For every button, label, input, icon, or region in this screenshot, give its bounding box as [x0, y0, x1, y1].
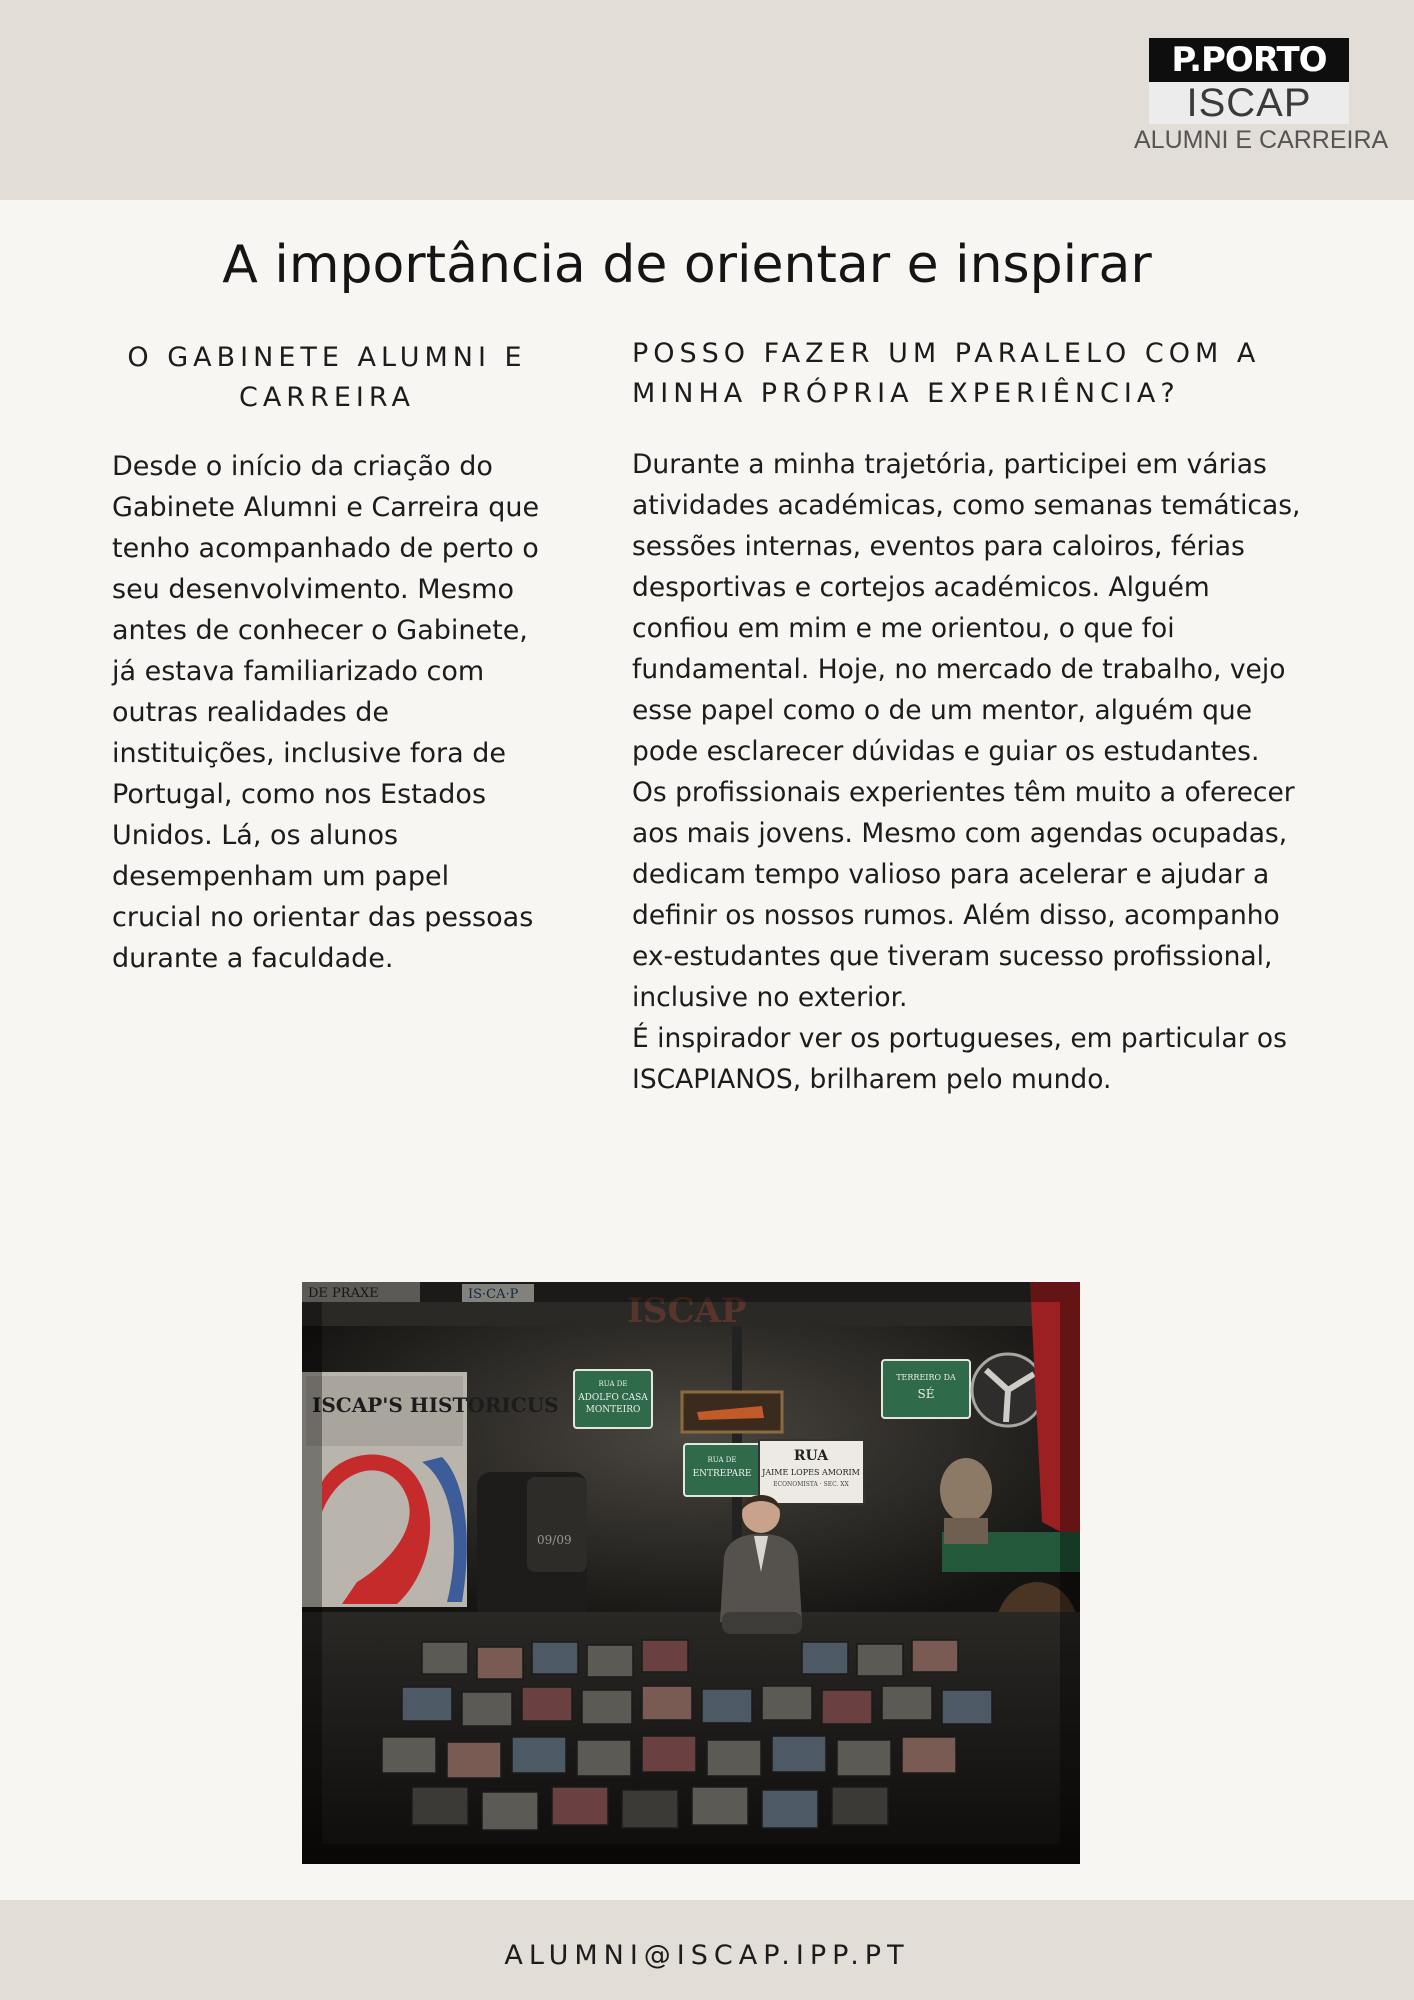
logo-pporto: P.PORTO: [1149, 38, 1349, 82]
street-sign-jaime-line1: RUA: [793, 1448, 829, 1464]
left-column: [112, 338, 542, 979]
street-sign-entreparedes-line2: ENTREPARE: [692, 1469, 752, 1479]
street-sign-adolfo-line2: MONTEIRO: [585, 1405, 641, 1415]
street-sign-terreiro-line2: SÉ: [917, 1387, 935, 1401]
header-band: [0, 0, 1414, 200]
bust-statue: [940, 1458, 992, 1522]
bust-base: [944, 1518, 988, 1544]
footer-email[interactable]: ALUMNI@ISCAP.IPP.PT: [504, 1940, 910, 1971]
right-column-heading: POSSO FAZER UM PARALELO COM A MINHA PRÓPRIA EXPERIÊNCIA?: [632, 338, 1261, 409]
left-column-body: Desde o início da criação do Gabinete Alumni e Carreira que tenho acompanhado de perto o seu desenvolvimento. Mesmo antes de conhecer o Gabinete, já estava familiarizado com outras realidades de instituições, inclusive fora de Portugal, como nos Estados Unidos. Lá, os alunos desempenham um papel crucial no orientar das pessoas durante a faculdade.: [112, 451, 540, 974]
portrait-photo-illustration: [302, 1282, 1080, 1864]
right-column-paragraph: Durante a minha trajetória, participei em várias atividades académicas, como semanas temáticas, sessões internas, eventos para caloiros, férias desportivas e cortejos académicos. Alguém confiou em mim e me orientou, o que foi fundamental. Hoje, no mercado de trabalho, vejo esse papel como o de um mentor, alguém que pode esclarecer dúvidas e guiar os estudantes.: [632, 449, 1301, 767]
right-column-paragraph: Os profissionais experientes têm muito a oferecer aos mais jovens. Mesmo com agendas ocupadas, dedicam tempo valioso para acelerar e ajudar a definir os nossos rumos. Além disso, acompanho ex-estudantes que tiveram sucesso profissional, inclusive no exterior.: [632, 777, 1295, 1013]
sign-praxe-text: DE PRAXE: [308, 1286, 379, 1301]
armchair-label: 09/09: [537, 1533, 572, 1547]
armchair-back: [527, 1477, 587, 1572]
fridge-graffiti-text: ISCAP'S HISTORICUS: [312, 1393, 559, 1417]
logo-iscap: ISCAP: [1149, 82, 1349, 124]
page-title: A importância de orientar e inspirar: [222, 235, 1152, 295]
street-sign-jaime-line3: ECONOMISTA · SEC. XX: [773, 1481, 849, 1488]
street-sign-entreparedes-line1: RUA DE: [707, 1456, 737, 1464]
right-column: [632, 334, 1312, 1100]
footer-band: [0, 1900, 1414, 2000]
left-column-heading: O GABINETE ALUMNI E CARREIRA: [127, 342, 527, 413]
street-sign-adolfo-pre: RUA DE: [598, 1380, 628, 1388]
street-sign-adolfo-line1: ADOLFO CASA: [578, 1393, 648, 1403]
logo-subtitle: ALUMNI E CARREIRA: [1134, 126, 1389, 154]
sign-iscap-small-text: IS·CA·P: [468, 1287, 519, 1302]
portrait-photo: [302, 1282, 1080, 1864]
man-legs: [722, 1612, 802, 1634]
right-column-paragraph: É inspirador ver os portugueses, em particular os ISCAPIANOS, brilharem pelo mundo.: [632, 1023, 1287, 1095]
pporto-iscap-logo[interactable]: [1134, 38, 1389, 155]
street-sign-terreiro-line1: TERREIRO DA: [896, 1373, 956, 1382]
street-sign-jaime-line2: JAIME LOPES AMORIM: [762, 1468, 860, 1477]
wall-iscap-letters: ISCAP: [627, 1291, 747, 1331]
